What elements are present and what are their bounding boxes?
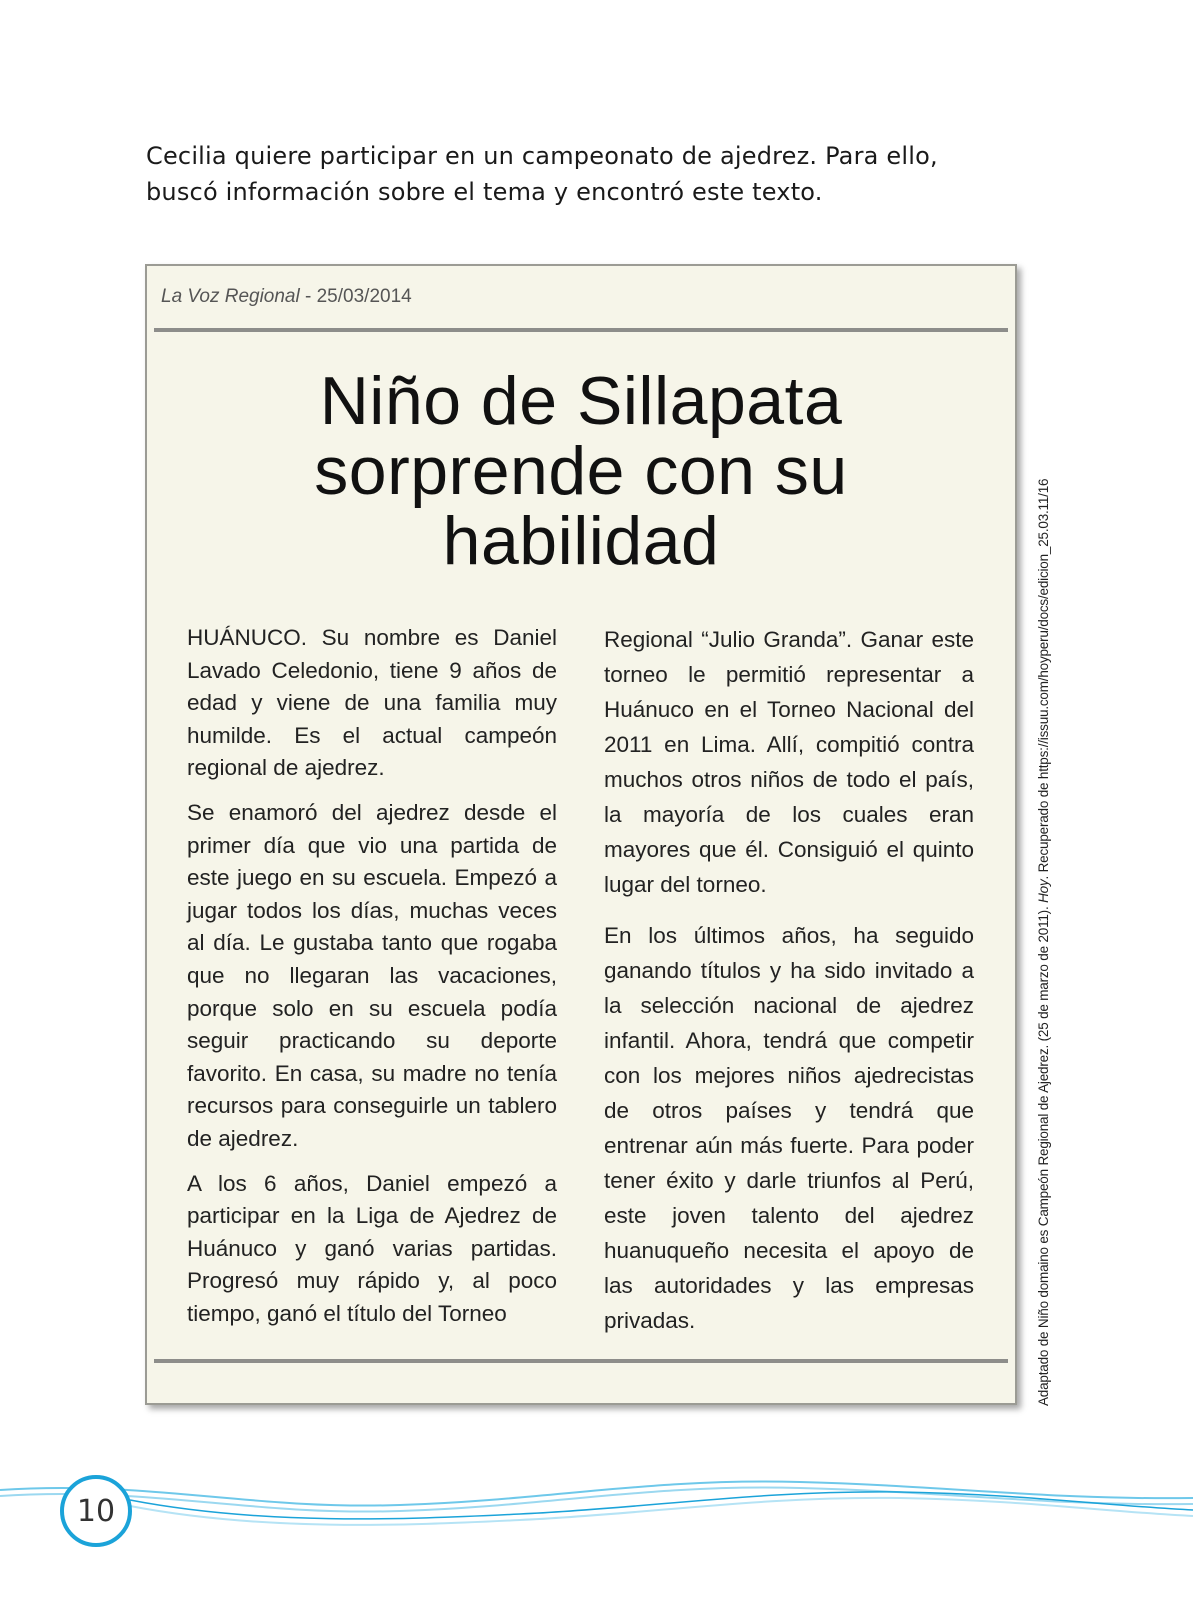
page-number: 10 [76,1493,116,1529]
headline-line: sorprende con su [314,433,848,509]
article-paragraph: En los últimos años, ha seguido ganando títulos y ha sido invitado a la selección nacional de ajedrez infantil. Ahora, tendrá que competir con los mejores niños ajedrecistas de otros países y tendrá que entrenar aún más fuerte. Para poder tener éxito y darle triunfos al Perú, este joven talento del ajedrez huanuqueño necesita el apoyo de las autoridades y las empresas privadas. [604,923,974,1333]
source-credit [1036,478,1054,1406]
page-number-badge [60,1475,132,1547]
bottom-divider [154,1359,1008,1363]
intro-text [146,138,1046,210]
newspaper-date: - 25/03/2014 [299,286,412,307]
newspaper-name: La Voz Regional [161,286,300,307]
article-paragraph: HUÁNUCO. Su nombre es Daniel Lavado Celedonio, tiene 9 años de edad y viene de una familia muy humilde. Es el actual campeón regional de ajedrez. [187,625,557,781]
article-paragraph: A los 6 años, Daniel empezó a participar en la Liga de Ajedrez de Huánuco y ganó varias partidas. Progresó muy rápido y, al poco tiempo, ganó el título del Torneo [187,1170,557,1326]
newspaper-clipping [145,264,1017,1405]
credit-italic: Hoy [1036,879,1051,903]
article-column-left [187,622,557,1342]
headline-line: Niño de Sillapata [319,363,843,439]
headline-line: habilidad [442,503,720,579]
wave-decoration [0,1470,1193,1550]
credit-text: . Recuperado de https://issuu.com/hoyperu/docs/edicion_25.03.11/16 [1036,478,1051,880]
article-column-right [604,622,974,1354]
intro-line: Cecilia quiere participar en un campeonato de ajedrez. Para ello, [146,142,938,170]
headline [147,363,1015,579]
intro-line: buscó información sobre el tema y encontró este texto. [146,178,823,206]
top-divider [154,328,1008,332]
credit-text: Adaptado de Niño domaino es Campeón Regional de Ajedrez. (25 de marzo de 2011). [1036,902,1051,1406]
source-line [161,286,412,308]
article-paragraph: Regional “Julio Granda”. Ganar este torneo le permitió representar a Huánuco en el Torneo Nacional del 2011 en Lima. Allí, compitió contra muchos otros niños de todo el país, la mayoría de los cuales eran mayores que él. Consiguió el quinto lugar del torneo. [604,627,974,897]
article-paragraph: Se enamoró del ajedrez desde el primer día que vio una partida de este juego en su escuela. Empezó a jugar todos los días, muchas veces al día. Le gustaba tanto que rogaba que no llegaran las vacaciones, porque solo en su escuela podía seguir practicando su deporte favorito. En casa, su madre no tenía recursos para conseguirle un tablero de ajedrez. [187,799,557,1151]
